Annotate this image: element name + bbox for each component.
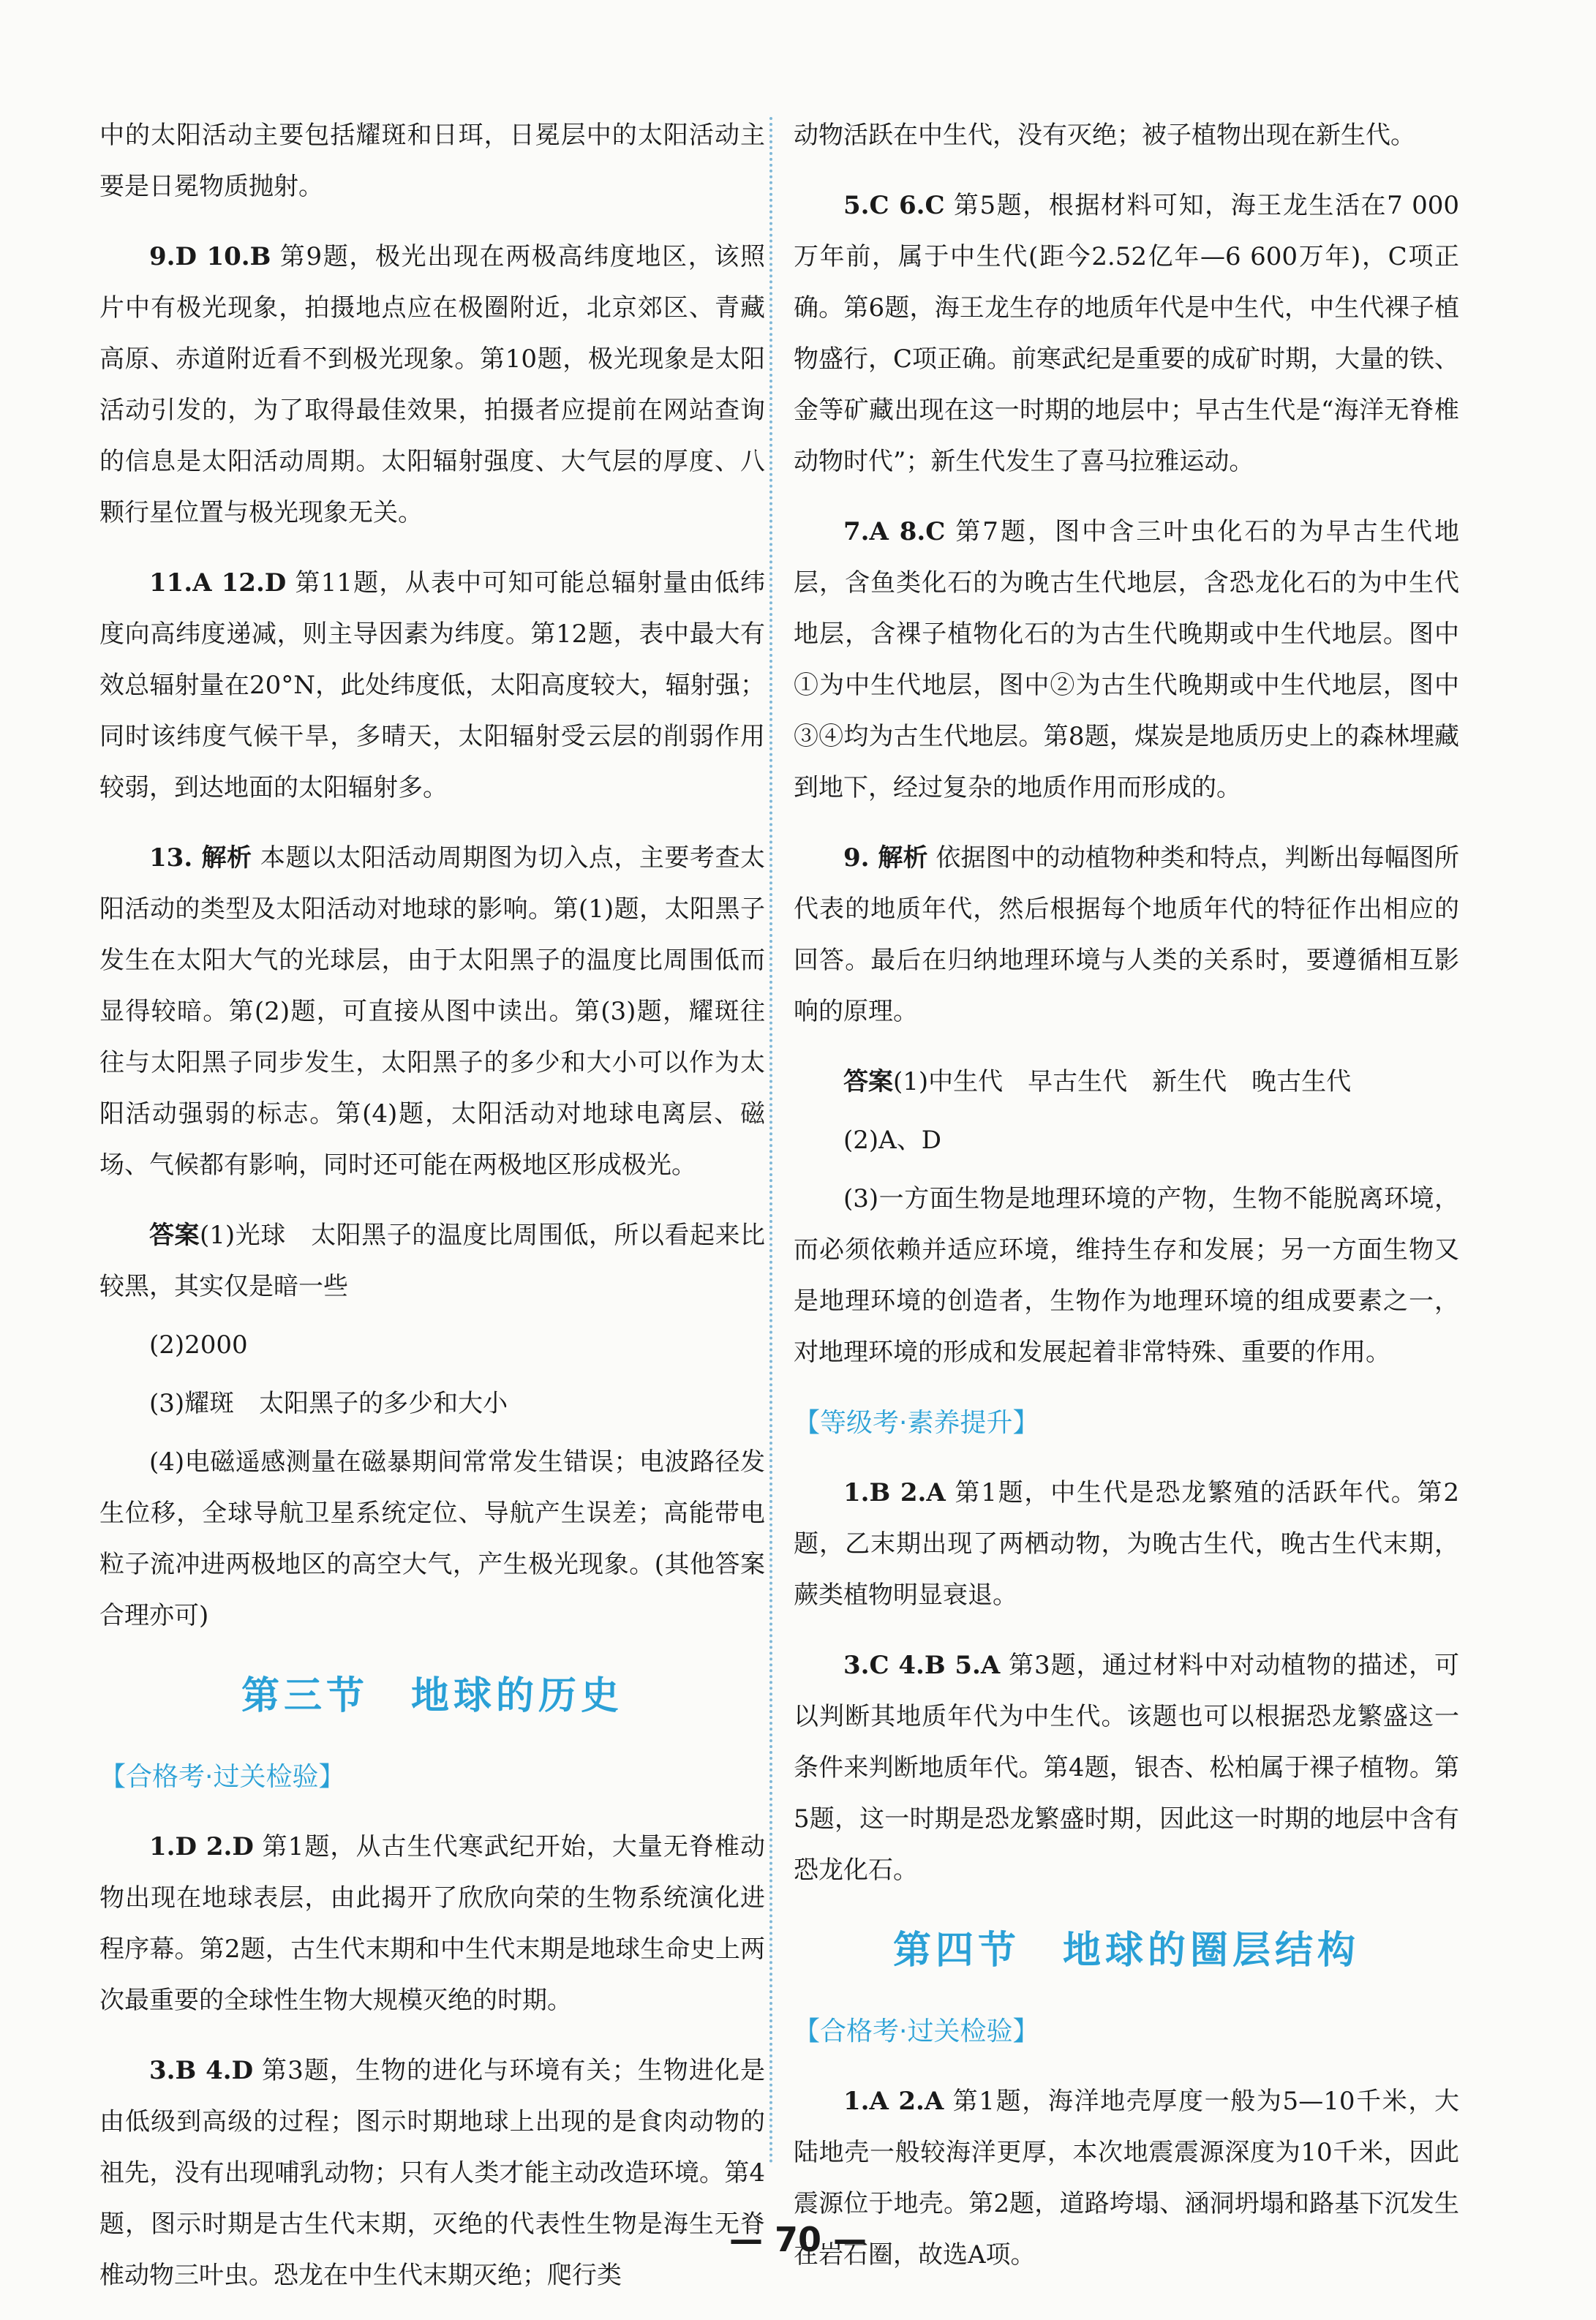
answer-paragraph	[99, 1436, 765, 1641]
question-number: 7.A 8.C	[843, 517, 946, 546]
paragraph-text: 本题以太阳活动周期图为切入点，主要考查太阳活动的类型及太阳活动对地球的影响。第(1)题，太阳黑子发生在太阳大气的光球层，由于太阳黑子的温度比周围低而显得较暗。第(2)题，可直接从图中读出。第(3)题，耀斑往往与太阳黑子同步发生，太阳黑子的多少和大小可以作为太阳活动强弱的标志。第(4)题，太阳活动对地球电离层、磁场、气候都有影响，同时还可能在两极地区形成极光。	[99, 843, 765, 1180]
category-tag-row	[794, 1397, 1459, 1467]
question-number: 1.A 2.A	[843, 2087, 944, 2116]
paragraph-text: (2)2000	[149, 1330, 248, 1360]
category-tag: 【合格考·过关检验】	[794, 2016, 1039, 2046]
answer-paragraph	[99, 557, 765, 813]
answer-paragraph	[99, 1319, 765, 1371]
paragraph-text: (3)耀斑 太阳黑子的多少和大小	[149, 1389, 508, 1418]
paragraph-text: 第1题，中生代是恐龙繁殖的活跃年代。第2题，乙末期出现了两栖动物，为晚古生代，晚古生代末期，蕨类植物明显衰退。	[794, 1478, 1459, 1610]
paragraph-text: 第1题，海洋地壳厚度一般为5—10千米，大陆地壳一般较海洋更厚，本次地震震源深度为10千米，因此震源位于地壳。第2题，道路垮塌、涵洞坍塌和路基下沉发生在岩石圈，故选A项。	[794, 2087, 1459, 2270]
question-number: 9.D 10.B	[149, 242, 271, 271]
question-number: 3.B 4.D	[149, 2056, 254, 2085]
paragraph-text: 依据图中的动植物种类和特点，判断出每幅图所代表的地质年代，然后根据每个地质年代的特征作出相应的回答。最后在归纳地理环境与人类的关系时，要遵循相互影响的原理。	[794, 843, 1459, 1026]
section-title: 第三节 地球的历史	[241, 1673, 623, 1718]
page-number: — 70 —	[729, 2220, 867, 2259]
paragraph-text: 动物活跃在中生代，没有灭绝；被子植物出现在新生代。	[794, 121, 1415, 150]
question-number: 答案	[149, 1221, 200, 1250]
answer-paragraph	[99, 1210, 765, 1312]
answer-paragraph	[794, 832, 1459, 1037]
question-number: 9. 解析	[843, 843, 928, 873]
paragraph-text: (1)中生代 早古生代 新生代 晚古生代	[893, 1067, 1352, 1096]
paragraph-text: (4)电磁遥感测量在磁暴期间常常发生错误；电波路径发生位移，全球导航卫星系统定位、导航产生误差；高能带电粒子流冲进两极地区的高空大气，产生极光现象。(其他答案合理亦可)	[99, 1447, 765, 1630]
paragraph-text: 第3题，生物的进化与环境有关；生物进化是由低级到高级的过程；图示时期地球上出现的是食肉动物的祖先，没有出现哺乳动物；只有人类才能主动改造环境。第4题，图示时期是古生代末期，灭绝的代表性生物是海生无脊椎动物三叶虫。恐龙在中生代末期灭绝；爬行类	[99, 2056, 765, 2290]
paragraph-text: (2)A、D	[843, 1126, 941, 1155]
category-tag: 【等级考·素养提升】	[794, 1408, 1039, 1438]
paragraph-text: (3)一方面生物是地理环境的产物，生物不能脱离环境，而必须依赖并适应环境，维持生存和发展；另一方面生物又是地理环境的创造者，生物作为地理环境的组成要素之一，对地理环境的形成和发展起着非常特殊、重要的作用。	[794, 1184, 1459, 1367]
question-number: 3.C 4.B 5.A	[843, 1651, 1001, 1680]
column-divider	[769, 117, 772, 2165]
question-number: 1.D 2.D	[149, 1832, 254, 1861]
category-tag: 【合格考·过关检验】	[99, 1762, 345, 1792]
answer-paragraph	[99, 231, 765, 538]
question-number: 5.C 6.C	[843, 191, 945, 220]
paragraph-text: (1)光球 太阳黑子的温度比周围低，所以看起来比较黑，其实仅是暗一些	[99, 1221, 765, 1301]
category-tag-row	[794, 2005, 1459, 2076]
left-column	[99, 110, 765, 2320]
answer-paragraph	[794, 180, 1459, 487]
paragraph-text: 第3题，通过材料中对动植物的描述，可以判断其地质年代为中生代。该题也可以根据恐龙繁盛这一条件来判断地质年代。第4题，银杏、松柏属于裸子植物。第5题，这一时期是恐龙繁盛时期，因此这一时期的地层中含有恐龙化石。	[794, 1651, 1459, 1885]
answer-paragraph	[794, 1640, 1459, 1896]
answer-paragraph	[99, 110, 765, 212]
paragraph-text: 第11题，从表中可知可能总辐射量由低纬度向高纬度递减，则主导因素为纬度。第12题，表中最大有效总辐射量在20°N，此处纬度低，太阳高度较大，辐射强；同时该纬度气候干旱，多晴天，太阳辐射受云层的削弱作用较弱，到达地面的太阳辐射多。	[99, 568, 765, 802]
answer-paragraph	[794, 506, 1459, 813]
answer-paragraph	[99, 1378, 765, 1429]
paragraph-text: 第5题，根据材料可知，海王龙生活在7 000万年前，属于中生代(距今2.52亿年—6 600万年)，C项正确。第6题，海王龙生存的地质年代是中生代，中生代裸子植物盛行，C项正确。前寒武纪是重要的成矿时期，大量的铁、金等矿藏出现在这一时期的地层中；早古生代是“海洋无脊椎动物时代”；新生代发生了喜马拉雅运动。	[794, 191, 1460, 476]
paragraph-text: 第7题，图中含三叶虫化石的为早古生代地层，含鱼类化石的为晚古生代地层，含恐龙化石的为中生代地层，含裸子植物化石的为古生代晚期或中生代地层。图中①为中生代地层，图中②为古生代晚期或中生代地层，图中③④均为古生代地层。第8题，煤炭是地质历史上的森林埋藏到地下，经过复杂的地质作用而形成的。	[794, 517, 1459, 802]
question-number: 答案	[843, 1067, 893, 1096]
question-number: 13. 解析	[149, 843, 252, 873]
answer-paragraph	[794, 1173, 1459, 1378]
question-number: 11.A 12.D	[149, 568, 287, 598]
answer-paragraph	[794, 110, 1459, 161]
answer-paragraph	[794, 1056, 1459, 1107]
question-number: 1.B 2.A	[843, 1478, 946, 1507]
answer-paragraph	[99, 832, 765, 1191]
answer-paragraph	[99, 1821, 765, 2026]
paragraph-text: 中的太阳活动主要包括耀斑和日珥，日冕层中的太阳活动主要是日冕物质抛射。	[99, 121, 765, 201]
paragraph-text: 第9题，极光出现在两极高纬度地区，该照片中有极光现象，拍摄地点应在极圈附近，北京郊区、青藏高原、赤道附近看不到极光现象。第10题，极光现象是太阳活动引发的，为了取得最佳效果，拍摄者应提前在网站查询的信息是太阳活动周期。太阳辐射强度、大气层的厚度、八颗行星位置与极光现象无关。	[99, 242, 765, 527]
paragraph-text: 第1题，从古生代寒武纪开始，大量无脊椎动物出现在地球表层，由此揭开了欣欣向荣的生物系统演化进程序幕。第2题，古生代末期和中生代末期是地球生命史上两次最重要的全球性生物大规模灭绝的时期。	[99, 1832, 765, 2015]
answer-paragraph	[99, 2045, 765, 2301]
section-title: 第四节 地球的圈层结构	[892, 1928, 1360, 1973]
answer-paragraph	[794, 1115, 1459, 1166]
category-tag-row	[99, 1751, 765, 1821]
answer-paragraph	[794, 1467, 1459, 1621]
right-column	[794, 110, 1459, 2300]
